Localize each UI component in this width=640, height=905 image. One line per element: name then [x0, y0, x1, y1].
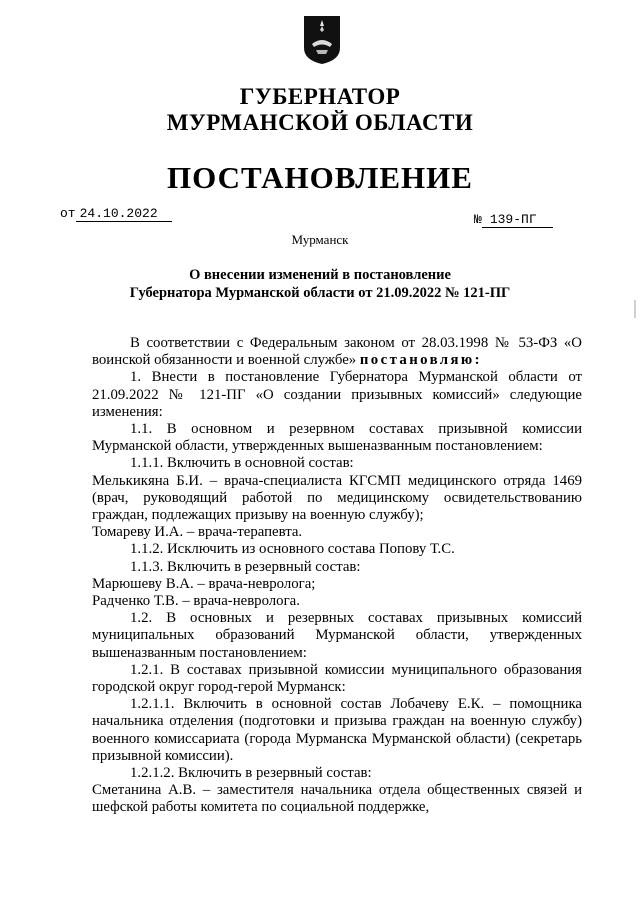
resolve-word: постановляю: [359, 352, 482, 369]
paragraph [92, 335, 582, 369]
paragraph: Мелькикяна Б.И. – врача-специалиста КГСМП медицинского отряда 1469 (врач, руководящий работой по медицинскому освидетельствованию граждан, подлежащих призыву на военную службу); [92, 472, 582, 524]
paragraph-text: В соответствии с Федеральным законом от 28.03.1998 № 53-ФЗ «О воинской обязанности и военной службе» [92, 335, 582, 369]
paragraph: 1. Внести в постановление Губернатора Мурманской области от 21.09.2022 № 121-ПГ «О создании призывных комиссий» следующие изменения: [92, 369, 582, 420]
paragraph: 1.1.1. Включить в основной состав: [130, 455, 354, 472]
subject-line2: Губернатора Мурманской области от 21.09.2022 № 121-ПГ [129, 285, 511, 301]
paragraph: 1.2.1. В составах призывной комиссии муниципального образования городской округ город-герой Мурманск: [92, 661, 582, 696]
document-subject [0, 266, 640, 302]
paragraph: Марюшеву В.А. – врача-невролога; [92, 575, 316, 592]
paragraph: 1.2.1.2. Включить в резервный состав: [130, 765, 372, 782]
document-number [474, 212, 553, 228]
coat-of-arms-icon [302, 14, 342, 66]
date-value: 24.10.2022 [76, 206, 172, 222]
paragraph: Сметанина А.В. – заместителя начальника отдела общественных связей и шефской работы комитета по социальной поддержке, [92, 782, 582, 816]
date-prefix: от [60, 206, 76, 221]
paragraph: 1.2. В основных и резервных составах призывных комиссий муниципальных образований Мурманской области, утвержденных вышеназванным постановлением: [92, 610, 582, 661]
paragraph: 1.1.3. Включить в резервный состав: [130, 558, 361, 575]
authority-title-line1: ГУБЕРНАТОР [239, 84, 401, 109]
paragraph: Радченко Т.В. – врача-невролога. [92, 593, 300, 610]
paragraph: 1.2.1.1. Включить в основной состав Лобачеву Е.К. – помощника начальника отделения (подготовки и призыва граждан на военную службу) военного комиссариата (города Мурманска Мурманской области) (секретарь призывной комиссии). [92, 696, 582, 764]
number-prefix: № [474, 212, 482, 227]
paragraph: 1.1. В основном и резервном составах призывной комиссии Мурманской области, утвержденных вышеназванным постановлением: [92, 421, 582, 455]
document-body [92, 335, 582, 817]
document-type-title: ПОСТАНОВЛЕНИЕ [167, 160, 473, 195]
scan-edge-mark [634, 300, 636, 318]
subject-line1: О внесении изменений в постановление [189, 267, 451, 283]
paragraph: 1.1.2. Исключить из основного состава Попову Т.С. [130, 541, 455, 558]
authority-title-line2: МУРМАНСКОЙ ОБЛАСТИ [166, 110, 474, 135]
number-value: 139-ПГ [482, 212, 553, 228]
paragraph: Томареву И.А. – врача-терапевта. [92, 524, 303, 541]
document-date [60, 206, 172, 222]
document-city: Мурманск [291, 232, 349, 247]
